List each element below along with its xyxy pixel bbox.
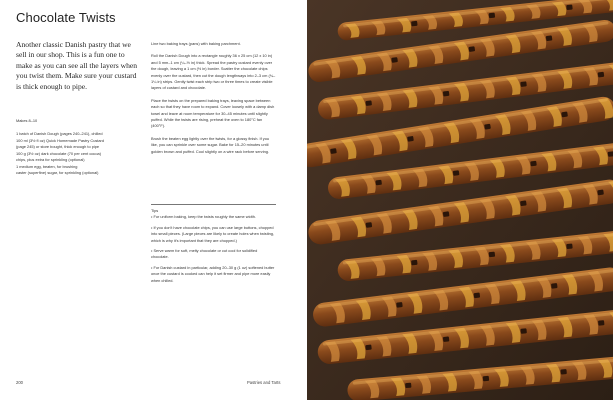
- pastry-photo: [307, 0, 613, 400]
- ingredient-line: chips, plus extra for sprinkling (optional): [16, 157, 85, 162]
- method-step: Brush the beaten egg lightly over the twists, for a glossy finish. If you like, you can sprinkle over some sugar. Bake for 15–20 minutes until golden brown and puffed. Cool slightly on a wire rack before serving.: [151, 135, 270, 154]
- ingredient-line: caster (superfine) sugar, for sprinkling (optional): [16, 170, 99, 175]
- tips-divider: [151, 204, 276, 205]
- method-step: Line two baking trays (pans) with baking parchment.: [151, 41, 241, 46]
- method-step: Place the twists on the prepared baking trays, leaving space between each so that they have room to expand. Cover loosely with a damp dish towel and leave at room temperature for 30–45 minutes until slightly puffed. While the twists are rising, preheat the oven to 180°C fan (400°F).: [151, 97, 275, 129]
- page-number: 200: [16, 380, 23, 385]
- ingredient-line: 1 batch of Danish Dough (pages 240–241), chilled: [16, 131, 103, 136]
- tips-list: [151, 214, 276, 284]
- tip-item: • For Danish custard in particular, adding 20–30 g (1 oz) softened butter once the custard is cooked can help it set firmer and pipe more easily when chilled.: [151, 264, 275, 283]
- method-steps: [151, 41, 276, 161]
- tip-item: • Serve warm for soft, melty chocolate or cut cool for solidified chocolate.: [151, 248, 258, 260]
- tips-section: [151, 204, 276, 288]
- running-head: Pastries and Tarts: [247, 380, 281, 385]
- tip-item: • If you don't have chocolate chips, you can use large buttons, chopped into small pieces. (Large pieces are likely to create holes when twisting, which is why it's important that they are chopped.): [151, 224, 275, 243]
- ingredient-line: (page 245) or store bought, thick enough to pipe: [16, 144, 100, 149]
- method-step: Roll the Danish Dough into a rectangle roughly 36 x 25 cm (12 x 10 in) and 5 mm–1 cm (¼–½ in) thick. Spread the pastry custard evenly over the dough, leaving a 1 cm (½ in) border. Scatter the chocolate chips evenly over the custard, then cut the dough lengthways into 2–3 cm (¾–1¼ in) strips. Gently twist each strip two or three times to create visible layers of custard and chocolate.: [151, 53, 276, 91]
- tip-item: • For uniform baking, keep the twists roughly the same width.: [151, 214, 256, 220]
- tips-heading: Tips: [151, 208, 159, 213]
- ingredient-line: 100 ml (3½ fl oz) Quick Homemade Pastry Custard: [16, 137, 105, 143]
- ingredient-line: 1 medium egg, beaten, for brushing: [16, 163, 78, 169]
- yield-label: Makes 8–10: [16, 118, 38, 123]
- ingredient-line: 100 g (3½ oz) dark chocolate (70 per cent cocoa): [16, 150, 101, 156]
- ingredient-list: [16, 131, 142, 177]
- pastry-photo-illustration: [307, 0, 613, 400]
- recipe-intro: Another classic Danish pastry that we sell in our shop. This is a fun one to make as you can see all the layers when you twist them. Make sure your custard is thick enough to pipe.: [16, 40, 138, 91]
- recipe-title: Chocolate Twists: [16, 10, 116, 25]
